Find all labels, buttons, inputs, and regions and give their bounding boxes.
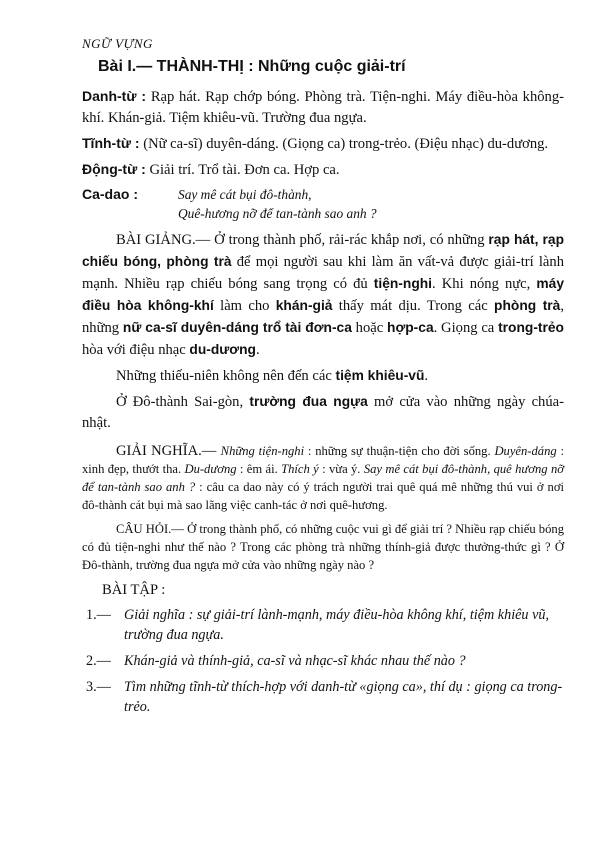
exercise-item	[82, 677, 564, 717]
exercise-list	[82, 605, 564, 717]
text-run: : xinh đẹp, thướt tha.	[82, 444, 564, 476]
text-run: Thích ý	[281, 462, 319, 476]
text-run: máy điều hòa không-khí	[82, 276, 565, 313]
explanation	[82, 442, 564, 514]
text-run: BÀI GIẢNG.— Ở trong thành phố, rải-rác khắp nơi, có những	[116, 232, 489, 248]
vocab-text: (Nữ ca-sĩ) duyên-dáng. (Giọng ca) trong-trẻo. (Điệu nhạc) du-dương.	[143, 136, 549, 152]
vocab-label: Tĩnh-từ :	[82, 135, 140, 151]
text-run: hoặc	[351, 320, 388, 336]
questions: CÂU HỎI.— Ở trong thành phố, có những cuộc vui gì để giải trí ? Nhiều rạp chiếu bóng có đủ tiện-nghi như thế nào ? Trong các phòng trà những thính-giả được thưởng-thức gì ? Ở Đô-thành, trường đua ngựa mở cửa vào những ngày nào ?	[82, 522, 564, 572]
page	[82, 36, 564, 723]
exercise-item	[82, 651, 564, 671]
vocab-adjectives	[82, 133, 564, 155]
exercise-text: Giải nghĩa : sự giải-trí lành-mạnh, máy điều-hòa không khí, tiệm khiêu vũ, trường đua ngựa.	[124, 607, 550, 643]
exercise-number: 1.—	[86, 607, 111, 623]
text-run: . Giọng ca	[433, 320, 499, 336]
text-run: du-dương	[189, 342, 256, 357]
text-run: hợp-ca	[387, 320, 434, 335]
section-header: NGỮ VỰNG	[82, 36, 153, 51]
text-run: rạp hát, rạp chiếu bóng, phòng trà	[82, 232, 565, 269]
text-run: để mọi người sau khi làm ăn vất-vả được giải-trí lành mạnh. Nhiều rạp chiếu bóng sang trọng có đủ	[82, 254, 564, 292]
text-run: trong-trẻo	[498, 320, 564, 335]
text-run: Duyên-dáng	[494, 444, 557, 458]
lesson-paragraph-3	[82, 391, 564, 434]
text-run: trường đua ngựa	[249, 394, 368, 409]
text-run: khán-giả	[275, 298, 333, 313]
text-run: tiệm khiêu-vũ	[335, 368, 425, 383]
vocab-label: Động-từ :	[82, 161, 146, 177]
vocabulary	[82, 86, 564, 181]
text-run: làm cho	[213, 298, 276, 314]
text-run: Du-dương	[184, 462, 237, 476]
lesson-paragraph-2	[82, 365, 564, 387]
text-run: Ở Đô-thành Sai-gòn,	[116, 394, 250, 410]
lesson-paragraph-1	[82, 229, 564, 361]
folk-verse-label: Ca-dao :	[82, 186, 138, 202]
text-run: tiện-nghi	[373, 276, 433, 291]
vocab-verbs	[82, 159, 564, 181]
text-run: , những	[82, 298, 564, 336]
lesson-title: Bài I.— THÀNH-THỊ : Những cuộc giải-trí	[98, 58, 406, 75]
folk-verse	[82, 185, 564, 223]
exercise-item	[82, 605, 564, 645]
text-run: .	[255, 342, 260, 358]
vocab-label: Danh-từ :	[82, 88, 147, 104]
text-run: Say mê cát bụi đô-thành, quê hương nỡ để tan-tành sao anh ?	[82, 462, 564, 494]
text-run: hòa với điệu nhạc	[82, 342, 190, 358]
text-run: . Khi nóng nực,	[432, 276, 537, 292]
exercise-text: Tìm những tĩnh-từ thích-hợp với danh-từ «giọng ca», thí dụ : giọng ca trong-trẻo.	[124, 679, 563, 715]
text-run: : những sự thuận-tiện cho đời sống.	[304, 444, 495, 458]
text-run: : câu ca dao này có ý trách người trai quê quá mê những thú vui ở nơi đô-thành cát bụi mà sao lãng việc canh-tác ở nơi quê-hương.	[82, 480, 564, 512]
folk-verse-line-2: Quê-hương nỡ để tan-tành sao anh ?	[178, 206, 377, 221]
text-run: .	[424, 368, 429, 384]
exercise-number: 3.—	[86, 679, 111, 695]
text-run: : êm ái.	[236, 462, 282, 476]
text-run: mở cửa vào những ngày chúa-nhật.	[82, 394, 564, 431]
exercise-text: Khán-giả và thính-giả, ca-sĩ và nhạc-sĩ khác nhau thế nào ?	[124, 653, 466, 669]
exercise-number: 2.—	[86, 653, 111, 669]
folk-verse-line-1: Say mê cát bụi đô-thành,	[178, 187, 312, 202]
text-run: Những thiếu-niên không nên đến các	[116, 368, 336, 384]
text-run: : vừa ý.	[318, 462, 364, 476]
text-run: GIẢI NGHĨA.—	[116, 443, 221, 459]
lesson-body	[82, 229, 564, 434]
notes	[82, 442, 564, 574]
vocab-text: Rạp hát. Rạp chớp bóng. Phòng trà. Tiện-nghi. Máy điều-hòa không-khí. Khán-giả. Tiệm khiêu-vũ. Trường đua ngựa.	[82, 89, 564, 126]
text-run: thấy mát dịu. Trong các	[332, 298, 495, 314]
vocab-nouns	[82, 86, 564, 129]
text-run: phòng trà	[494, 298, 561, 313]
vocab-text: Giải trí. Trổ tài. Đơn ca. Hợp ca.	[149, 162, 340, 178]
exercises-title: BÀI TẬP :	[102, 582, 166, 598]
text-run: nữ ca-sĩ duyên-dáng trổ tài đơn-ca	[122, 320, 352, 335]
text-run: Những tiện-nghi	[220, 444, 305, 458]
